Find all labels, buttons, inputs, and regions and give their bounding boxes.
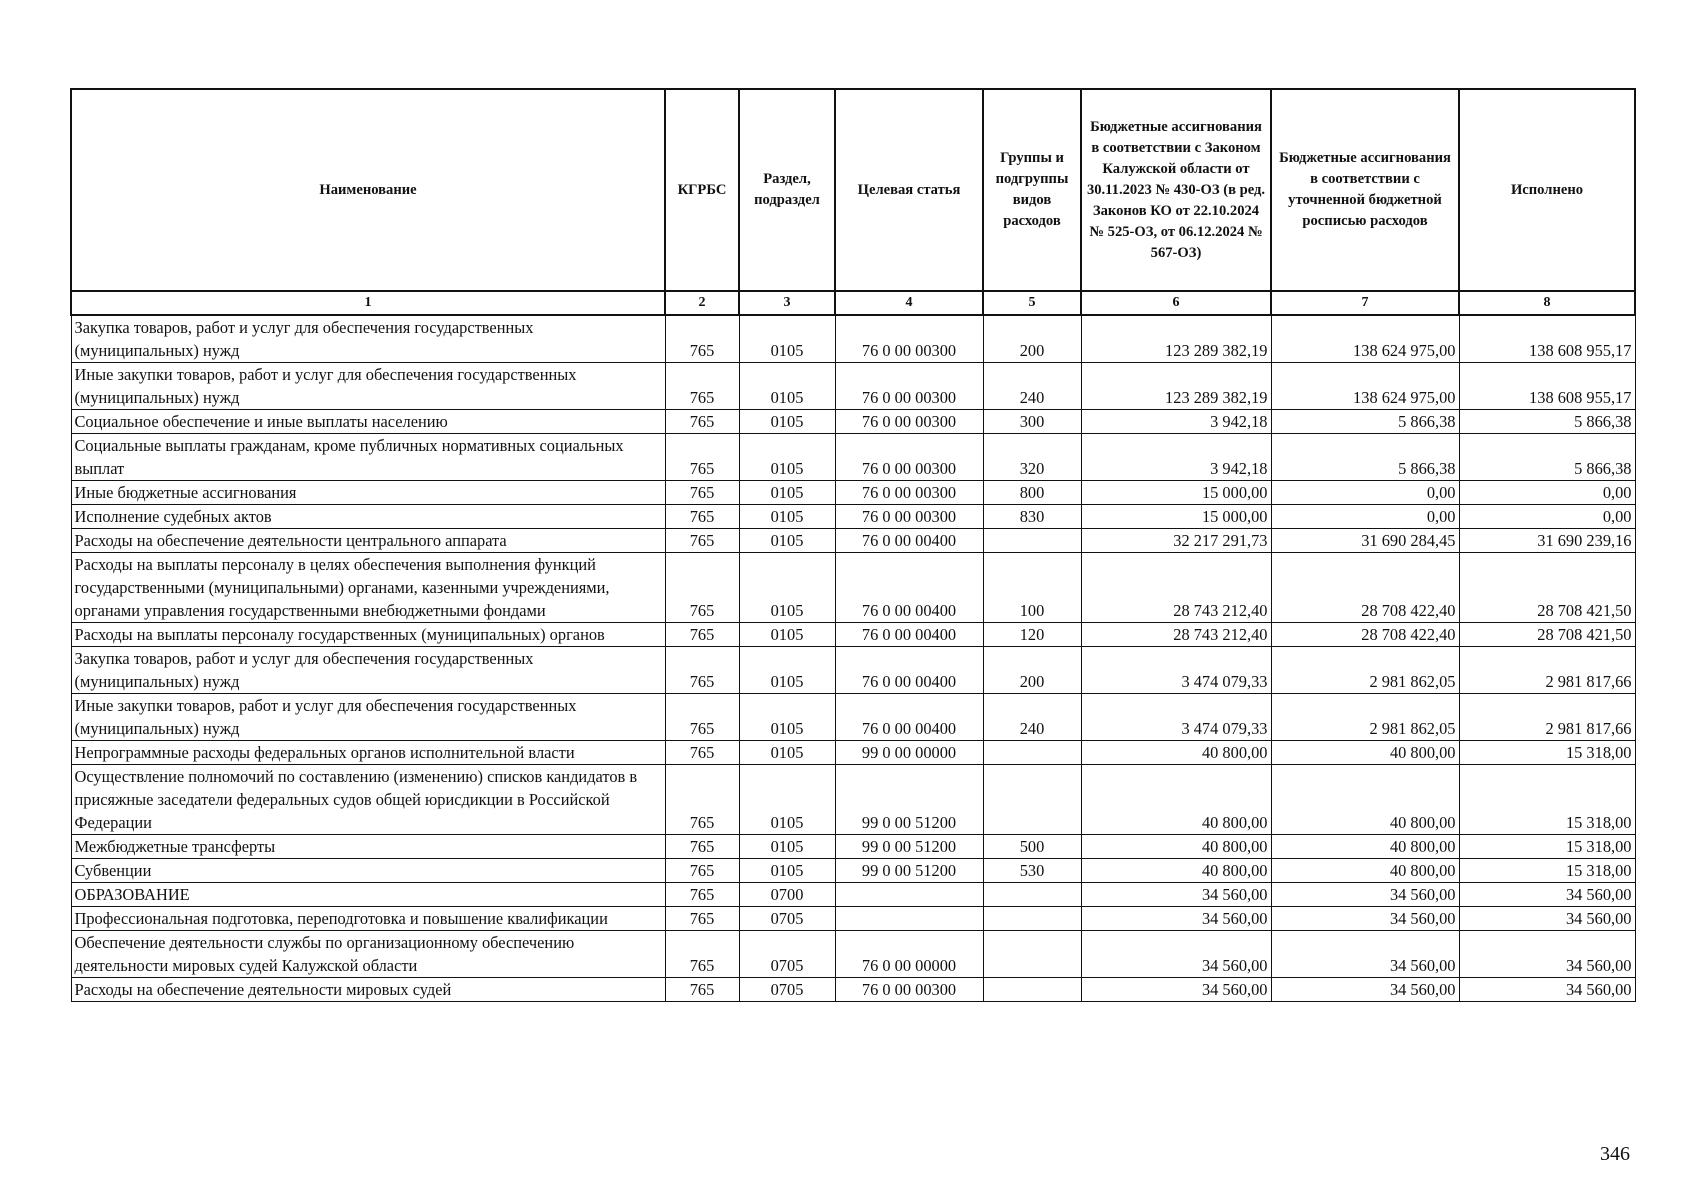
row-utochn-amount: 2 981 862,05 xyxy=(1271,647,1459,694)
row-celevaya xyxy=(835,883,983,907)
row-kgrbs: 765 xyxy=(665,835,739,859)
row-name: Субвенции xyxy=(71,859,665,883)
row-zakon-amount: 40 800,00 xyxy=(1081,835,1271,859)
row-zakon-amount: 34 560,00 xyxy=(1081,978,1271,1002)
row-name: Закупка товаров, работ и услуг для обеспечения государственных (муниципальных) нужд xyxy=(71,647,665,694)
row-vid: 830 xyxy=(983,505,1081,529)
row-zakon-amount: 28 743 212,40 xyxy=(1081,623,1271,647)
table-row xyxy=(71,505,1635,529)
row-razdel: 0105 xyxy=(739,859,835,883)
table-row xyxy=(71,481,1635,505)
column-number: 1 xyxy=(71,291,665,315)
row-ispolneno-amount: 15 318,00 xyxy=(1459,835,1635,859)
row-vid: 200 xyxy=(983,315,1081,363)
header-zakon: Бюджетные ассигнования в соответствии с Законом Калужской области от 30.11.2023 № 430-ОЗ (в ред. Законов КО от 22.10.2024 № 525-ОЗ, от 06.12.2024 № 567-ОЗ) xyxy=(1081,89,1271,291)
page-number: 346 xyxy=(1600,1143,1630,1165)
row-ispolneno-amount: 34 560,00 xyxy=(1459,907,1635,931)
table-row xyxy=(71,434,1635,481)
row-celevaya: 76 0 00 00300 xyxy=(835,410,983,434)
row-razdel: 0105 xyxy=(739,835,835,859)
row-celevaya: 76 0 00 00300 xyxy=(835,363,983,410)
row-name: Расходы на выплаты персоналу государственных (муниципальных) органов xyxy=(71,623,665,647)
row-utochn-amount: 28 708 422,40 xyxy=(1271,553,1459,623)
row-razdel: 0105 xyxy=(739,694,835,741)
row-name: Исполнение судебных актов xyxy=(71,505,665,529)
row-kgrbs: 765 xyxy=(665,647,739,694)
row-name: Межбюджетные трансферты xyxy=(71,835,665,859)
row-razdel: 0705 xyxy=(739,907,835,931)
row-name: Социальные выплаты гражданам, кроме публичных нормативных социальных выплат xyxy=(71,434,665,481)
row-ispolneno-amount: 31 690 239,16 xyxy=(1459,529,1635,553)
row-zakon-amount: 3 474 079,33 xyxy=(1081,647,1271,694)
row-utochn-amount: 34 560,00 xyxy=(1271,883,1459,907)
table-row xyxy=(71,741,1635,765)
row-zakon-amount: 3 474 079,33 xyxy=(1081,694,1271,741)
row-vid xyxy=(983,529,1081,553)
header-name: Наименование xyxy=(71,89,665,291)
row-name: Расходы на обеспечение деятельности центрального аппарата xyxy=(71,529,665,553)
row-ispolneno-amount: 28 708 421,50 xyxy=(1459,623,1635,647)
column-number: 6 xyxy=(1081,291,1271,315)
row-zakon-amount: 3 942,18 xyxy=(1081,410,1271,434)
row-ispolneno-amount: 34 560,00 xyxy=(1459,978,1635,1002)
row-vid: 100 xyxy=(983,553,1081,623)
row-celevaya: 99 0 00 00000 xyxy=(835,741,983,765)
row-celevaya: 76 0 00 00300 xyxy=(835,978,983,1002)
header-ispolneno: Исполнено xyxy=(1459,89,1635,291)
row-zakon-amount: 40 800,00 xyxy=(1081,859,1271,883)
row-ispolneno-amount: 0,00 xyxy=(1459,481,1635,505)
column-number: 2 xyxy=(665,291,739,315)
row-vid xyxy=(983,765,1081,835)
table-row xyxy=(71,647,1635,694)
row-zakon-amount: 40 800,00 xyxy=(1081,741,1271,765)
row-celevaya: 99 0 00 51200 xyxy=(835,765,983,835)
table-row xyxy=(71,883,1635,907)
column-number: 8 xyxy=(1459,291,1635,315)
row-razdel: 0105 xyxy=(739,623,835,647)
row-ispolneno-amount: 5 866,38 xyxy=(1459,410,1635,434)
row-vid: 240 xyxy=(983,363,1081,410)
row-name: Обеспечение деятельности службы по организационному обеспечению деятельности мировых судей Калужской области xyxy=(71,931,665,978)
row-kgrbs: 765 xyxy=(665,741,739,765)
row-celevaya: 76 0 00 00300 xyxy=(835,505,983,529)
table-row xyxy=(71,907,1635,931)
row-kgrbs: 765 xyxy=(665,978,739,1002)
row-vid: 800 xyxy=(983,481,1081,505)
row-utochn-amount: 34 560,00 xyxy=(1271,978,1459,1002)
row-razdel: 0105 xyxy=(739,505,835,529)
row-vid: 320 xyxy=(983,434,1081,481)
row-razdel: 0705 xyxy=(739,978,835,1002)
row-name: Иные бюджетные ассигнования xyxy=(71,481,665,505)
row-razdel: 0105 xyxy=(739,553,835,623)
row-kgrbs: 765 xyxy=(665,434,739,481)
row-celevaya: 76 0 00 00000 xyxy=(835,931,983,978)
row-name: Профессиональная подготовка, переподготовка и повышение квалификации xyxy=(71,907,665,931)
row-zakon-amount: 34 560,00 xyxy=(1081,931,1271,978)
row-vid: 200 xyxy=(983,647,1081,694)
row-utochn-amount: 34 560,00 xyxy=(1271,907,1459,931)
row-ispolneno-amount: 15 318,00 xyxy=(1459,741,1635,765)
row-vid: 120 xyxy=(983,623,1081,647)
table-row xyxy=(71,835,1635,859)
row-kgrbs: 765 xyxy=(665,907,739,931)
row-utochn-amount: 2 981 862,05 xyxy=(1271,694,1459,741)
column-number: 7 xyxy=(1271,291,1459,315)
row-name: Социальное обеспечение и иные выплаты населению xyxy=(71,410,665,434)
row-ispolneno-amount: 2 981 817,66 xyxy=(1459,694,1635,741)
row-kgrbs: 765 xyxy=(665,931,739,978)
row-utochn-amount: 40 800,00 xyxy=(1271,741,1459,765)
row-kgrbs: 765 xyxy=(665,481,739,505)
row-razdel: 0105 xyxy=(739,434,835,481)
row-kgrbs: 765 xyxy=(665,859,739,883)
row-celevaya: 76 0 00 00300 xyxy=(835,434,983,481)
table-row xyxy=(71,529,1635,553)
row-razdel: 0105 xyxy=(739,741,835,765)
row-utochn-amount: 28 708 422,40 xyxy=(1271,623,1459,647)
row-name: Расходы на выплаты персоналу в целях обеспечения выполнения функций государственными (муниципальными) органами, казенными учреждениями, органами управления государственными внебюджетными фондами xyxy=(71,553,665,623)
row-razdel: 0105 xyxy=(739,481,835,505)
row-kgrbs: 765 xyxy=(665,694,739,741)
budget-table xyxy=(70,88,1636,1002)
row-razdel: 0105 xyxy=(739,647,835,694)
row-celevaya: 76 0 00 00400 xyxy=(835,647,983,694)
table-row xyxy=(71,553,1635,623)
row-ispolneno-amount: 138 608 955,17 xyxy=(1459,363,1635,410)
row-name: Осуществление полномочий по составлению (изменению) списков кандидатов в присяжные заседатели федеральных судов общей юрисдикции в Российской Федерации xyxy=(71,765,665,835)
row-name: Закупка товаров, работ и услуг для обеспечения государственных (муниципальных) нужд xyxy=(71,315,665,363)
row-celevaya: 76 0 00 00400 xyxy=(835,623,983,647)
row-kgrbs: 765 xyxy=(665,529,739,553)
table-row xyxy=(71,978,1635,1002)
table-row xyxy=(71,694,1635,741)
row-utochn-amount: 40 800,00 xyxy=(1271,835,1459,859)
row-kgrbs: 765 xyxy=(665,505,739,529)
row-vid xyxy=(983,978,1081,1002)
row-name: Иные закупки товаров, работ и услуг для обеспечения государственных (муниципальных) нужд xyxy=(71,363,665,410)
row-vid xyxy=(983,907,1081,931)
row-vid xyxy=(983,931,1081,978)
row-utochn-amount: 31 690 284,45 xyxy=(1271,529,1459,553)
row-razdel: 0105 xyxy=(739,765,835,835)
table-row xyxy=(71,363,1635,410)
row-kgrbs: 765 xyxy=(665,553,739,623)
row-ispolneno-amount: 28 708 421,50 xyxy=(1459,553,1635,623)
table-row xyxy=(71,623,1635,647)
row-razdel: 0105 xyxy=(739,315,835,363)
row-zakon-amount: 123 289 382,19 xyxy=(1081,363,1271,410)
row-celevaya: 99 0 00 51200 xyxy=(835,859,983,883)
row-utochn-amount: 5 866,38 xyxy=(1271,410,1459,434)
row-kgrbs: 765 xyxy=(665,363,739,410)
row-zakon-amount: 123 289 382,19 xyxy=(1081,315,1271,363)
row-ispolneno-amount: 34 560,00 xyxy=(1459,883,1635,907)
row-ispolneno-amount: 0,00 xyxy=(1459,505,1635,529)
column-number: 4 xyxy=(835,291,983,315)
row-kgrbs: 765 xyxy=(665,765,739,835)
row-vid: 300 xyxy=(983,410,1081,434)
row-utochn-amount: 138 624 975,00 xyxy=(1271,363,1459,410)
row-celevaya: 76 0 00 00300 xyxy=(835,481,983,505)
row-utochn-amount: 0,00 xyxy=(1271,481,1459,505)
row-ispolneno-amount: 34 560,00 xyxy=(1459,931,1635,978)
row-ispolneno-amount: 15 318,00 xyxy=(1459,765,1635,835)
row-utochn-amount: 138 624 975,00 xyxy=(1271,315,1459,363)
row-zakon-amount: 40 800,00 xyxy=(1081,765,1271,835)
row-name: Непрограммные расходы федеральных органов исполнительной власти xyxy=(71,741,665,765)
row-zakon-amount: 34 560,00 xyxy=(1081,907,1271,931)
row-name: Иные закупки товаров, работ и услуг для обеспечения государственных (муниципальных) нужд xyxy=(71,694,665,741)
budget-table-body xyxy=(71,315,1635,1002)
row-zakon-amount: 28 743 212,40 xyxy=(1081,553,1271,623)
column-number: 3 xyxy=(739,291,835,315)
row-utochn-amount: 40 800,00 xyxy=(1271,859,1459,883)
row-celevaya: 76 0 00 00300 xyxy=(835,315,983,363)
row-utochn-amount: 5 866,38 xyxy=(1271,434,1459,481)
header-gruppy: Группы и подгруппы видов расходов xyxy=(983,89,1081,291)
row-celevaya xyxy=(835,907,983,931)
table-row xyxy=(71,931,1635,978)
row-utochn-amount: 34 560,00 xyxy=(1271,931,1459,978)
row-razdel: 0705 xyxy=(739,931,835,978)
row-zakon-amount: 32 217 291,73 xyxy=(1081,529,1271,553)
row-celevaya: 99 0 00 51200 xyxy=(835,835,983,859)
row-zakon-amount: 3 942,18 xyxy=(1081,434,1271,481)
row-utochn-amount: 40 800,00 xyxy=(1271,765,1459,835)
row-vid xyxy=(983,741,1081,765)
row-ispolneno-amount: 138 608 955,17 xyxy=(1459,315,1635,363)
row-vid: 240 xyxy=(983,694,1081,741)
row-vid xyxy=(983,883,1081,907)
row-vid: 500 xyxy=(983,835,1081,859)
table-row xyxy=(71,765,1635,835)
row-razdel: 0700 xyxy=(739,883,835,907)
table-row xyxy=(71,315,1635,363)
row-ispolneno-amount: 5 866,38 xyxy=(1459,434,1635,481)
header-row xyxy=(71,89,1635,291)
row-razdel: 0105 xyxy=(739,410,835,434)
row-kgrbs: 765 xyxy=(665,883,739,907)
column-number: 5 xyxy=(983,291,1081,315)
row-zakon-amount: 15 000,00 xyxy=(1081,481,1271,505)
table-row xyxy=(71,410,1635,434)
row-kgrbs: 765 xyxy=(665,623,739,647)
row-name: Расходы на обеспечение деятельности мировых судей xyxy=(71,978,665,1002)
row-name: ОБРАЗОВАНИЕ xyxy=(71,883,665,907)
row-celevaya: 76 0 00 00400 xyxy=(835,694,983,741)
row-ispolneno-amount: 15 318,00 xyxy=(1459,859,1635,883)
table-row xyxy=(71,859,1635,883)
header-utochn: Бюджетные ассигнования в соответствии с уточненной бюджетной росписью расходов xyxy=(1271,89,1459,291)
row-utochn-amount: 0,00 xyxy=(1271,505,1459,529)
header-celevaya: Целевая статья xyxy=(835,89,983,291)
row-celevaya: 76 0 00 00400 xyxy=(835,529,983,553)
header-kgrbs: КГРБС xyxy=(665,89,739,291)
row-kgrbs: 765 xyxy=(665,410,739,434)
row-zakon-amount: 34 560,00 xyxy=(1081,883,1271,907)
row-razdel: 0105 xyxy=(739,529,835,553)
header-razdel: Раздел, подраздел xyxy=(739,89,835,291)
row-vid: 530 xyxy=(983,859,1081,883)
row-celevaya: 76 0 00 00400 xyxy=(835,553,983,623)
row-zakon-amount: 15 000,00 xyxy=(1081,505,1271,529)
row-razdel: 0105 xyxy=(739,363,835,410)
row-kgrbs: 765 xyxy=(665,315,739,363)
row-ispolneno-amount: 2 981 817,66 xyxy=(1459,647,1635,694)
column-numbers-row xyxy=(71,291,1635,315)
